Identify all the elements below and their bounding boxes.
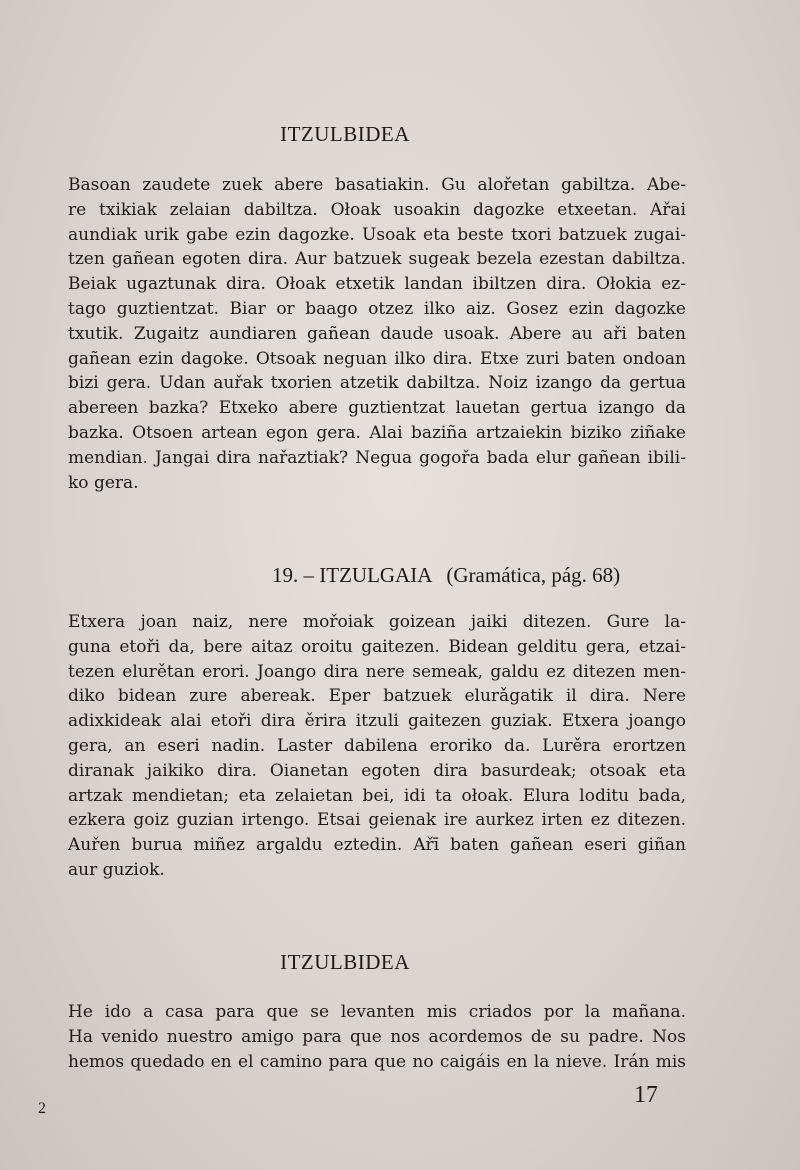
text-line: He ido a casa para que se levanten mis criados por la mañana. xyxy=(68,1002,686,1022)
heading-itzulbidea-1: ITZULBIDEA xyxy=(280,122,410,146)
section-title-19 xyxy=(272,563,620,588)
text-line: bazka. Otsoen artean egon gera. Alai baziña artzaiekin biziko ziñake xyxy=(68,422,686,443)
text-line: gera, an eseri nadin. Laster dabilena eroriko da. Lurěra erortzen xyxy=(68,735,686,756)
text-line: ko gera. xyxy=(68,472,139,493)
paragraph-basque-exercise xyxy=(68,173,686,495)
text-line: artzak mendietan; eta zelaietan bei, idi ta ołoak. Elura loditu bada, xyxy=(68,785,686,806)
text-line: txutik. Zugaitz aundiaren gañean daude usoak. Abere au aři baten xyxy=(68,323,686,344)
heading-itzulbidea-2: ITZULBIDEA xyxy=(280,950,410,974)
text-line: Auřen burua miñez argaldu eztedin. Ařī baten gañean eseri giñan xyxy=(68,835,686,856)
text-line: re txikiak zelaian dabiltza. Ołoak usoakin dagozke etxeetan. Ařai xyxy=(68,199,686,220)
text-line: Etxera joan naiz, nere mořoiak goizean jaiki ditezen. Gure la- xyxy=(68,612,686,632)
text-line: tezen elurětan erori. Joango dira nere semeak, galdu ez ditezen men- xyxy=(68,661,686,682)
text-line: Beiak ugaztunak dira. Ołoak etxetik landan ibiltzen dira. Ołokia ez- xyxy=(68,274,686,295)
text-line: mendian. Jangai dira nařaztiak? Negua gogořa bada elur gañean ibili- xyxy=(68,447,686,468)
text-line: gañean ezin dagoke. Otsoak neguan ilko dira. Etxe zuri baten ondoan xyxy=(68,348,686,369)
text-line: aur guziok. xyxy=(68,859,165,880)
text-line: abereen bazka? Etxeko abere guztientzat lauetan gertua izango da xyxy=(68,398,686,419)
text-line: diko bidean zure abereak. Eper batzuek elurǎgatik il dira. Nere xyxy=(68,686,686,707)
text-line: hemos quedado en el camino para que no caigáis en la nieve. Irán mis xyxy=(68,1051,686,1072)
text-line: Basoan zaudete zuek abere basatiakin. Gu alořetan gabiltza. Abe- xyxy=(68,175,686,195)
text-line: adixkideak alai etoři dira ěrira itzuli gaitezen guziak. Etxera joango xyxy=(68,711,686,732)
page-number: 17 xyxy=(634,1082,658,1108)
text-line: ezkera goiz guzian irtengo. Etsai geienak ire aurkez irten ez ditezen. xyxy=(68,810,686,831)
paragraph-itzulgaia xyxy=(68,610,686,883)
text-line: aundiak urik gabe ezin dagozke. Usoak eta beste txori batzuek zugai- xyxy=(68,224,686,245)
section-number-title: 19. – ITZULGAIA xyxy=(272,563,433,587)
text-line: tago guztientzat. Biar or baago otzez ilko aiz. Gosez ezin dagozke xyxy=(68,298,686,319)
text-line: tzen gañean egoten dira. Aur batzuek sugeak bezela ezestan dabiltza. xyxy=(68,249,686,270)
paragraph-spanish-translation xyxy=(68,1000,686,1074)
text-line: bizi gera. Udan auřak txorien atzetik dabiltza. Noiz izango da gertua xyxy=(68,373,686,394)
text-line: diranak jaikiko dira. Oianetan egoten dira basurdeak; otsoak eta xyxy=(68,760,686,781)
signature-mark: 2 xyxy=(38,1100,46,1117)
text-line: Ha venido nuestro amigo para que nos acordemos de su padre. Nos xyxy=(68,1026,686,1047)
text-line: guna etoři da, bere aitaz oroitu gaitezen. Bidean gelditu gera, etzai- xyxy=(68,636,686,657)
section-reference: (Gramática, pág. 68) xyxy=(446,563,621,587)
